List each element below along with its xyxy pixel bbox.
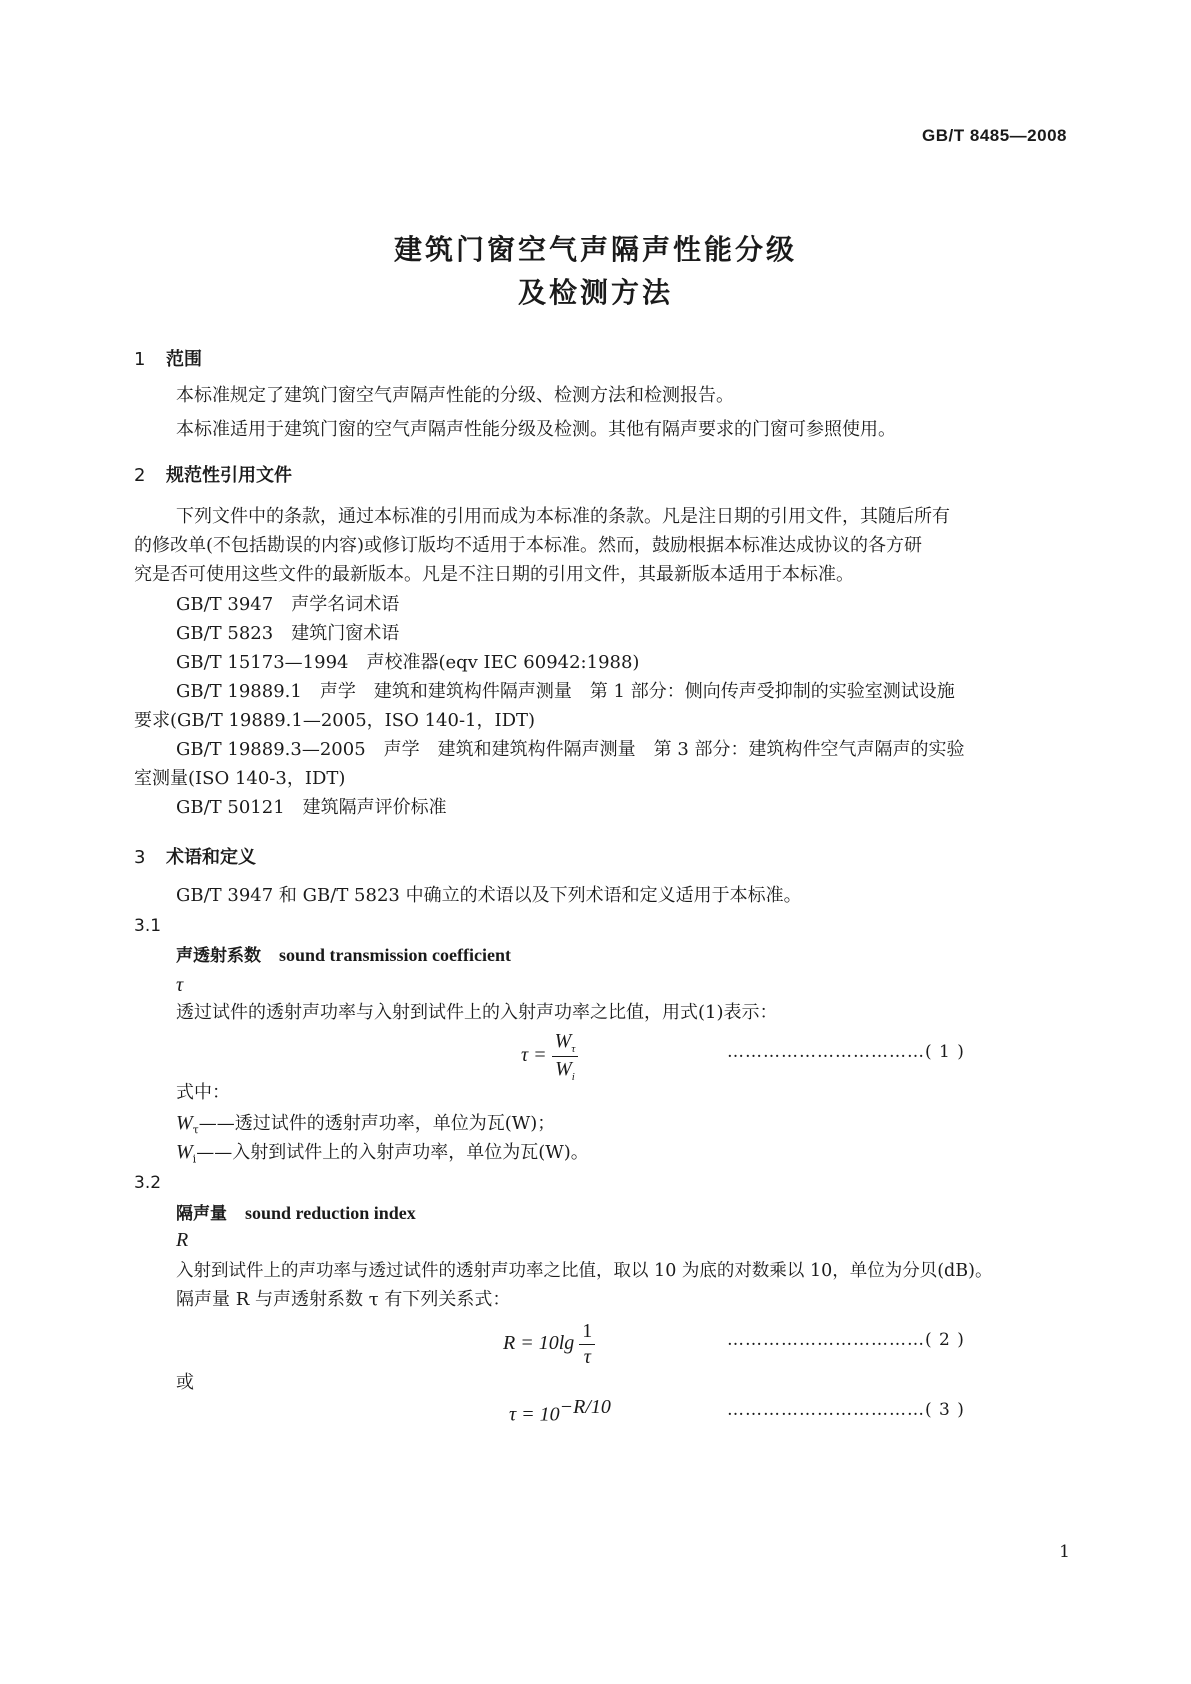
reference-item-continuation: 要求(GB/T 19889.1—2005，ISO 140-1，IDT) [134, 710, 536, 731]
equation-2 [503, 1320, 595, 1369]
section-number: 1 [134, 349, 146, 370]
reference-item-continuation: 室测量(ISO 140-3，IDT) [134, 768, 346, 789]
denominator-subscript: i [571, 1071, 575, 1083]
section-2-heading [134, 461, 292, 487]
term-chinese: 声透射系数 [176, 946, 261, 966]
denominator: τ [583, 1346, 591, 1368]
reference-item: GB/T 19889.1 声学 建筑和建筑构件隔声测量 第 1 部分：侧向传声受抑制的实验室测试设施 [176, 681, 955, 702]
variable-description: ——透过试件的透射声功率，单位为瓦(W)； [198, 1113, 556, 1134]
term-english: sound reduction index [245, 1203, 416, 1223]
section-2-intro-line-2: 的修改单(不包括勘误的内容)或修订版均不适用于本标准。然而，鼓励根据本标准达成协议的各方研 [134, 535, 923, 556]
section-3-heading [134, 843, 256, 869]
variable-subscript: τ [192, 1123, 199, 1137]
document-title-line-2: 及检测方法 [517, 276, 673, 309]
where-label: 式中： [176, 1082, 230, 1103]
equation-1 [521, 1030, 578, 1083]
section-title: 规范性引用文件 [166, 465, 292, 486]
equation-lhs: R = 10lg [503, 1332, 575, 1355]
equation-exponent: −R/10 [559, 1396, 611, 1418]
document-title-line-1: 建筑门窗空气声隔声性能分级 [393, 233, 797, 266]
variable-subscript: i [192, 1152, 197, 1166]
variable-symbol: W [176, 1112, 193, 1134]
page-number: 1 [1059, 1542, 1070, 1562]
reference-item: GB/T 5823 建筑门窗术语 [176, 623, 400, 644]
section-2-intro-line-1: 下列文件中的条款，通过本标准的引用而成为本标准的条款。凡是注日期的引用文件，其随后所有 [176, 506, 950, 527]
section-3-intro: GB/T 3947 和 GB/T 5823 中确立的术语以及下列术语和定义适用于本标准。 [176, 885, 802, 906]
numerator-var: W [554, 1030, 572, 1052]
term-definition: 透过试件的透射声功率与入射到试件上的入射声功率之比值，用式(1)表示： [176, 1002, 778, 1023]
term-heading [176, 943, 511, 968]
or-connector: 或 [176, 1372, 194, 1393]
section-number: 2 [134, 465, 146, 486]
equation-lhs: τ = 10 [509, 1403, 560, 1426]
term-chinese: 隔声量 [176, 1204, 227, 1224]
section-number: 3 [134, 847, 146, 868]
equation-fraction [552, 1030, 579, 1083]
section-1-heading [134, 345, 202, 371]
section-title: 术语和定义 [166, 847, 256, 868]
variable-symbol: W [176, 1141, 193, 1163]
reference-item: GB/T 50121 建筑隔声评价标准 [176, 797, 447, 818]
term-definition: 入射到试件上的声功率与透过试件的透射声功率之比值，取以 10 为底的对数乘以 10，单位为分贝(dB)。 [176, 1261, 993, 1281]
equation-number: ……………………………( 3 ) [727, 1400, 965, 1420]
relation-statement: 隔声量 R 与声透射系数 τ 有下列关系式： [176, 1289, 511, 1310]
reference-item: GB/T 19889.3—2005 声学 建筑和建筑构件隔声测量 第 3 部分：建筑构件空气声隔声的实验 [176, 739, 965, 760]
term-english: sound transmission coefficient [279, 945, 512, 965]
equation-3 [509, 1396, 611, 1427]
equation-number: ……………………………( 1 ) [727, 1042, 965, 1062]
section-1-paragraph-2: 本标准适用于建筑门窗的空气声隔声性能分级及检测。其他有隔声要求的门窗可参照使用。 [176, 419, 896, 440]
variable-description: ——入射到试件上的入射声功率，单位为瓦(W)。 [196, 1142, 589, 1163]
section-2-intro-line-3: 究是否可使用这些文件的最新版本。凡是不注日期的引用文件，其最新版本适用于本标准。 [134, 564, 854, 585]
variable-definition [176, 1140, 589, 1172]
term-symbol: τ [176, 974, 184, 996]
denominator-var: W [555, 1058, 572, 1080]
equation-lhs: τ = [521, 1044, 547, 1067]
variable-definition [176, 1111, 555, 1143]
numerator: 1 [579, 1320, 595, 1345]
clause-number: 3.2 [134, 1173, 162, 1193]
section-1-paragraph-1: 本标准规定了建筑门窗空气声隔声性能的分级、检测方法和检测报告。 [176, 385, 734, 406]
equation-fraction [579, 1320, 595, 1369]
section-title: 范围 [166, 349, 202, 370]
standard-code: GB/T 8485—2008 [922, 126, 1067, 145]
term-heading [176, 1201, 416, 1226]
equation-number: ……………………………( 2 ) [727, 1330, 965, 1350]
term-symbol: R [176, 1229, 189, 1251]
numerator-subscript: τ [571, 1043, 576, 1055]
reference-item: GB/T 3947 声学名词术语 [176, 594, 400, 615]
clause-number: 3.1 [134, 916, 162, 936]
reference-item: GB/T 15173—1994 声校准器(eqv IEC 60942:1988) [176, 652, 640, 673]
